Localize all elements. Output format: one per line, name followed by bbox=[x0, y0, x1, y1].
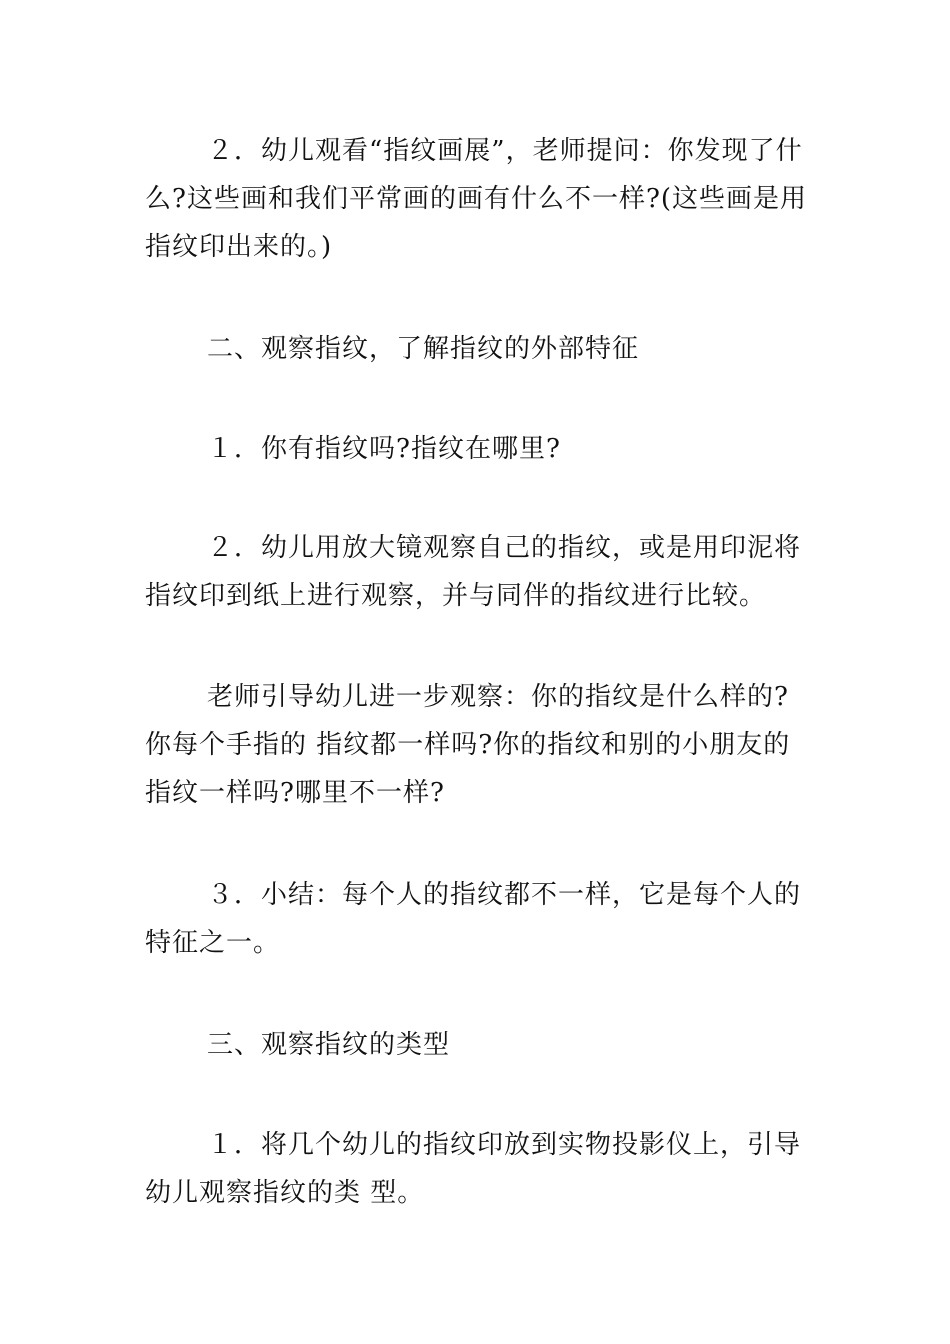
section-heading-fingerprint-types: 三、观察指纹的类型 bbox=[207, 1030, 451, 1060]
section-heading-observe-features: 二、观察指纹，了解指纹的外部特征 bbox=[207, 334, 640, 364]
paragraph-projector-observation: １．将几个幼儿的指纹印放到实物投影仪上，引导幼儿观察指纹的类 型。 bbox=[145, 1130, 802, 1208]
paragraph-magnifier-observation: ２．幼儿用放大镜观察自己的指纹，或是用印泥将指纹印到纸上进行观察，并与同伴的指纹进行比较。 bbox=[145, 533, 802, 611]
paragraph-question-fingerprint: １．你有指纹吗?指纹在哪里? bbox=[207, 434, 561, 464]
paragraph-fingerprint-exhibition: ２．幼儿观看“指纹画展”，老师提问：你发现了什么?这些画和我们平常画的画有什么不一样?(这些画是用指纹印出来的。) bbox=[145, 136, 808, 262]
paragraph-summary: ３．小结：每个人的指纹都不一样，它是每个人的特征之一。 bbox=[145, 880, 802, 958]
paragraph-teacher-guidance: 老师引导幼儿进一步观察：你的指纹是什么样的?你每个手指的 指纹都一样吗?你的指纹和别的小朋友的指纹一样吗?哪里不一样? bbox=[145, 682, 791, 808]
